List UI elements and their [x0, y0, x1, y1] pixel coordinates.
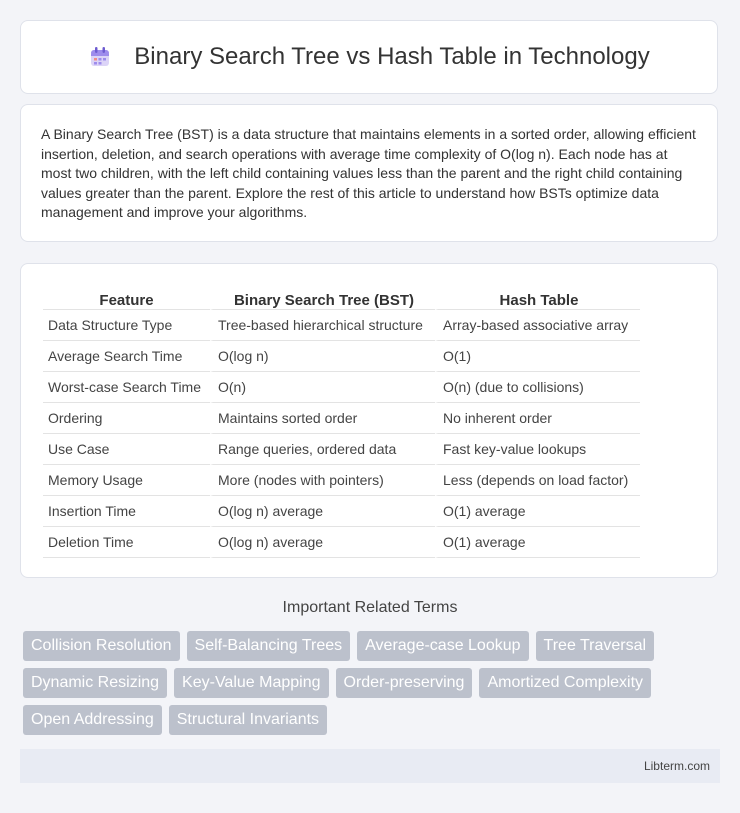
table-cell: O(n) [210, 372, 435, 403]
table-cell: Insertion Time [43, 496, 210, 527]
table-row [43, 310, 640, 341]
table-cell: O(n) (due to collisions) [435, 372, 640, 403]
table-row [43, 372, 640, 403]
title-card [20, 20, 718, 94]
column-header-hash-table: Hash Table [435, 284, 640, 310]
table-cell: More (nodes with pointers) [210, 465, 435, 496]
column-header-bst: Binary Search Tree (BST) [210, 284, 435, 310]
table-cell: O(log n) average [210, 496, 435, 527]
table-row [43, 434, 640, 465]
table-cell: No inherent order [435, 403, 640, 434]
related-terms-section [0, 599, 740, 617]
table-row [43, 527, 640, 558]
table-cell: Data Structure Type [43, 310, 210, 341]
table-row [43, 496, 640, 527]
footer-site-link[interactable]: Libterm.com [643, 759, 710, 773]
tag-key-value-mapping[interactable]: Key-Value Mapping [174, 668, 328, 698]
tag-structural-invariants[interactable]: Structural Invariants [169, 705, 327, 735]
related-terms-title: Important Related Terms [282, 599, 458, 616]
table-row [43, 341, 640, 372]
table-cell: Use Case [43, 434, 210, 465]
table-cell: Range queries, ordered data [210, 434, 435, 465]
table-header-row [43, 284, 640, 310]
tag-dynamic-resizing[interactable]: Dynamic Resizing [23, 668, 167, 698]
intro-text: A Binary Search Tree (BST) is a data structure that maintains elements in a sorted order, allowing efficient insertion, deletion, and search operations with average time complexity of O(log n). Each node has at most two children, with the left child containing values less than the parent and the right child containing values greater than the parent. Explore the rest of this article to understand how BSTs optimize data management and improve your algorithms. [41, 126, 696, 220]
tag-open-addressing[interactable]: Open Addressing [23, 705, 162, 735]
page-title: Binary Search Tree vs Hash Table in Technology [134, 43, 650, 70]
table-cell: O(1) average [435, 496, 640, 527]
tag-collision-resolution[interactable]: Collision Resolution [23, 631, 180, 661]
tag-amortized-complexity[interactable]: Amortized Complexity [479, 668, 651, 698]
related-terms-tags [23, 631, 713, 742]
table-cell: Less (depends on load factor) [435, 465, 640, 496]
tag-tree-traversal[interactable]: Tree Traversal [536, 631, 655, 661]
intro-card [20, 104, 718, 242]
table-cell: Ordering [43, 403, 210, 434]
table-cell: O(log n) [210, 341, 435, 372]
column-header-feature: Feature [43, 284, 210, 310]
table-row [43, 403, 640, 434]
table-cell: Array-based associative array [435, 310, 640, 341]
table-cell: Fast key-value lookups [435, 434, 640, 465]
table-cell: O(1) average [435, 527, 640, 558]
tag-average-case-lookup[interactable]: Average-case Lookup [357, 631, 528, 661]
footer [20, 749, 720, 783]
table-cell: Deletion Time [43, 527, 210, 558]
table-cell: Worst-case Search Time [43, 372, 210, 403]
comparison-table [43, 284, 640, 558]
tag-self-balancing-trees[interactable]: Self-Balancing Trees [187, 631, 351, 661]
table-cell: Tree-based hierarchical structure [210, 310, 435, 341]
table-cell: Maintains sorted order [210, 403, 435, 434]
table-cell: O(1) [435, 341, 640, 372]
calendar-icon [88, 45, 112, 69]
comparison-table-card [20, 263, 718, 578]
table-cell: Average Search Time [43, 341, 210, 372]
tag-order-preserving[interactable]: Order-preserving [336, 668, 473, 698]
table-row [43, 465, 640, 496]
table-cell: Memory Usage [43, 465, 210, 496]
table-cell: O(log n) average [210, 527, 435, 558]
